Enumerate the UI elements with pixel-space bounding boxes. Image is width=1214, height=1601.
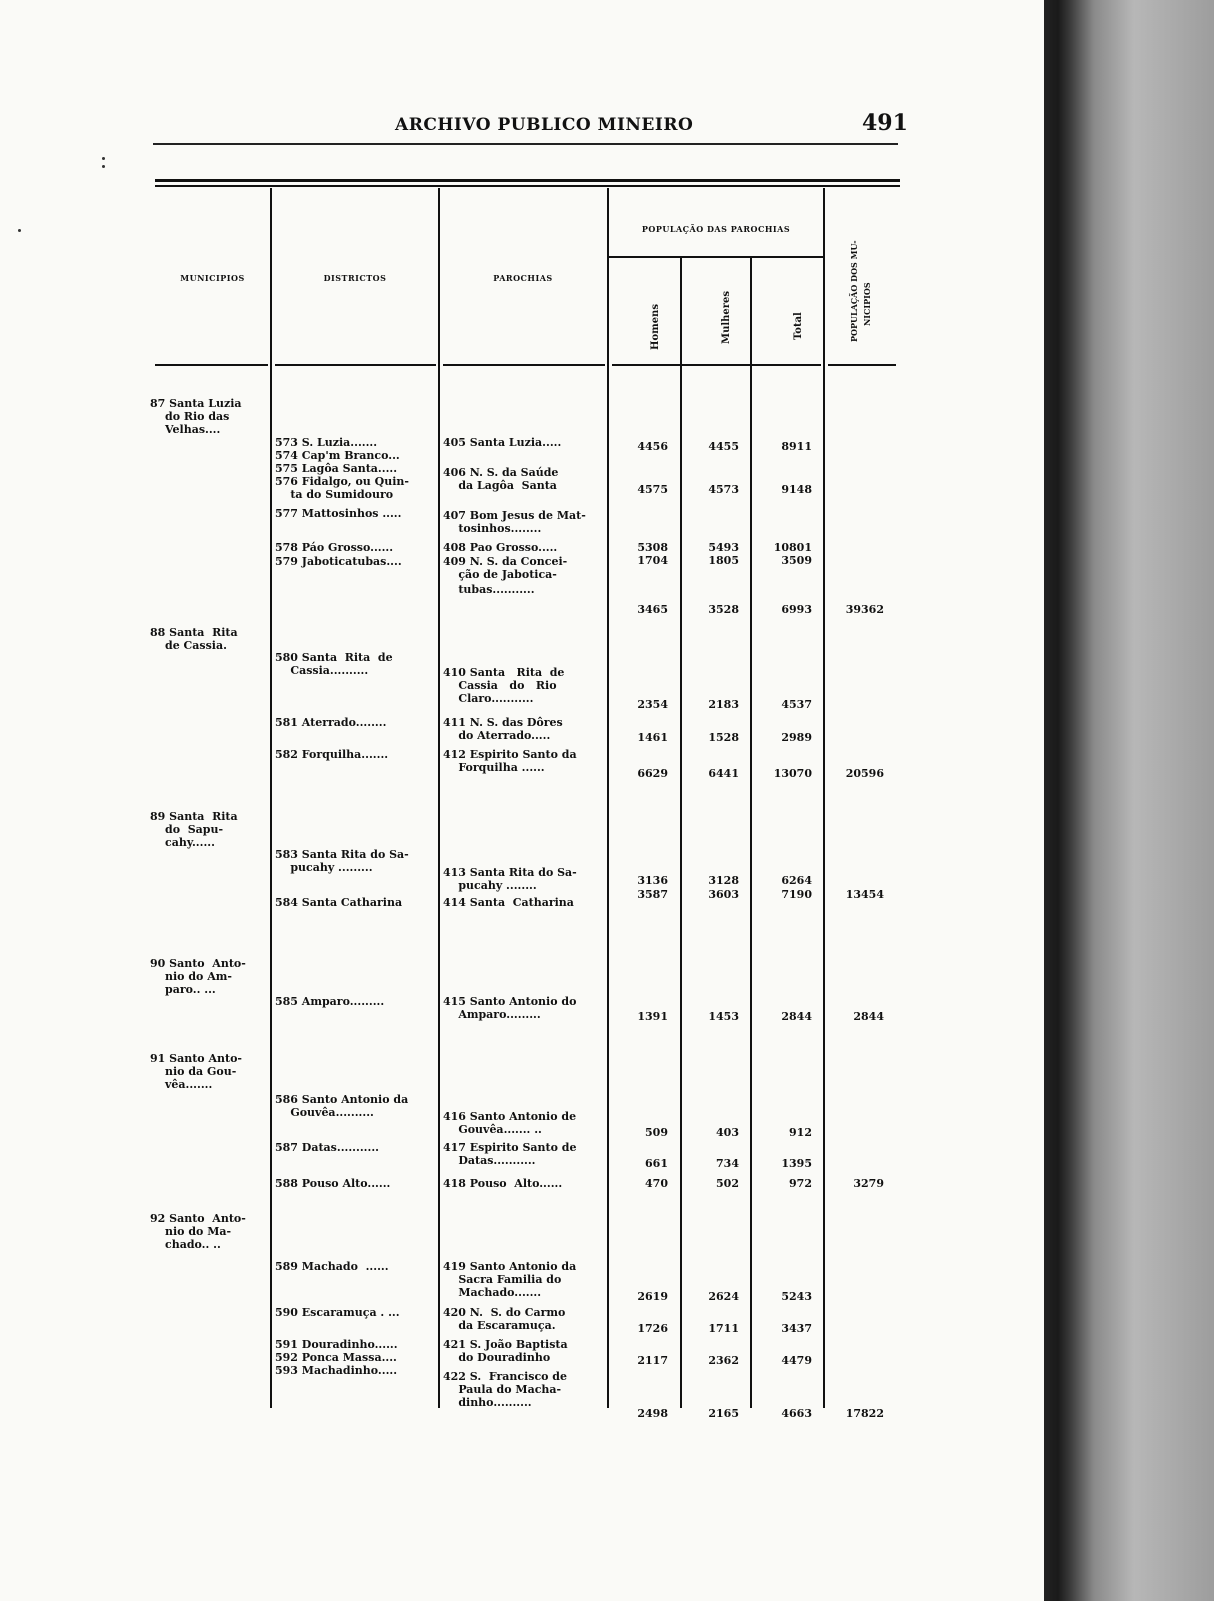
parochia: 414 Santa Catharina [443,896,574,909]
col-header-parochias: PAROCHIAS [493,273,553,283]
districto: 587 Datas........... [275,1141,379,1154]
population-total: 2989 [781,731,812,744]
parochia: 418 Pouso Alto...... [443,1177,563,1190]
districto: 585 Amparo......... [275,995,385,1008]
population-homens: 3136 [637,874,668,887]
col-divider [750,258,752,1408]
population-homens: 2354 [637,698,668,711]
districto: 577 Mattosinhos ..... [275,507,402,520]
population-total: 1395 [781,1157,812,1170]
table-top-rule [155,179,900,182]
population-mulheres: 2362 [708,1354,739,1367]
population-mulheres: 2624 [708,1290,739,1303]
population-homens: 1391 [637,1010,668,1023]
districto: 573 S. Luzia....... [275,436,378,449]
population-total: 8911 [781,440,812,453]
population-mulheres: 734 [716,1157,739,1170]
col-header-populacao-parochias: POPULAÇÃO DAS PAROCHIAS [641,224,791,234]
municipio-total: 39362 [845,603,884,616]
population-total: 5243 [781,1290,812,1303]
districto: 592 Ponca Massa.... [275,1351,397,1364]
municipio-total: 13454 [845,888,884,901]
districto: 589 Machado ...... [275,1260,389,1273]
header-bottom-rule [275,364,436,366]
population-total: 912 [789,1126,812,1139]
population-total: 4479 [781,1354,812,1367]
districto: 574 Cap'm Branco... [275,449,400,462]
population-homens: 3587 [637,888,668,901]
population-mulheres: 3128 [708,874,739,887]
population-total: 3509 [781,554,812,567]
population-mulheres: 3528 [708,603,739,616]
districto: 578 Páo Grosso...... [275,541,394,554]
population-total: 13070 [773,767,812,780]
col-header-homens: Homens [650,304,661,350]
municipio-total: 20596 [845,767,884,780]
population-homens: 509 [645,1126,668,1139]
col-header-mulheres: Mulheres [721,290,732,344]
districto: 591 Douradinho...... [275,1338,398,1351]
col-header-populacao-municipios-2: NICIPIOS [862,282,872,326]
municipio-total: 2844 [853,1010,884,1023]
page-edge [1044,0,1214,1601]
speck [102,165,105,168]
population-mulheres: 1805 [708,554,739,567]
col-header-districtos: DISTRICTOS [323,273,387,283]
districto: 582 Forquilha....... [275,748,389,761]
population-mulheres: 2165 [708,1407,739,1420]
population-total: 7190 [781,888,812,901]
population-homens: 3465 [637,603,668,616]
header-bottom-rule [155,364,268,366]
population-mulheres: 1453 [708,1010,739,1023]
districto: 593 Machadinho..... [275,1364,398,1377]
population-homens: 4456 [637,440,668,453]
population-mulheres: 3603 [708,888,739,901]
population-homens: 1704 [637,554,668,567]
header-separator [607,256,823,258]
population-total: 4663 [781,1407,812,1420]
population-total: 3437 [781,1322,812,1335]
col-divider [823,188,825,1408]
population-homens: 1726 [637,1322,668,1335]
population-mulheres: 2183 [708,698,739,711]
population-total: 972 [789,1177,812,1190]
municipio-total: 17822 [845,1407,884,1420]
population-mulheres: 4455 [708,440,739,453]
districto: 579 Jaboticatubas.... [275,555,402,568]
col-divider [680,258,682,1408]
col-divider [270,188,272,1408]
population-homens: 4575 [637,483,668,496]
table-top-rule-2 [155,185,900,187]
population-mulheres: 5493 [708,541,739,554]
population-total: 4537 [781,698,812,711]
population-mulheres: 6441 [708,767,739,780]
header-bottom-rule [612,364,821,366]
population-total: 2844 [781,1010,812,1023]
col-divider [438,188,440,1408]
districto: 590 Escaramuça . ... [275,1306,400,1319]
population-mulheres: 4573 [708,483,739,496]
population-mulheres: 1711 [708,1322,739,1335]
population-total: 10801 [773,541,812,554]
page-title: ARCHIVO PUBLICO MINEIRO [395,115,694,135]
population-homens: 2117 [637,1354,668,1367]
population-mulheres: 502 [716,1177,739,1190]
header-rule [153,143,898,145]
header-bottom-rule [828,364,896,366]
population-total: 6264 [781,874,812,887]
speck [102,157,105,160]
population-mulheres: 403 [716,1126,739,1139]
districto: 575 Lagôa Santa..... [275,462,398,475]
population-homens: 2498 [637,1407,668,1420]
speck [18,229,21,232]
districto: 588 Pouso Alto...... [275,1177,391,1190]
population-homens: 5308 [637,541,668,554]
population-homens: 1461 [637,731,668,744]
col-header-populacao-municipios: POPULAÇÃO DOS MU- [849,240,859,342]
districto: 581 Aterrado........ [275,716,387,729]
population-mulheres: 1528 [708,731,739,744]
parochia: 405 Santa Luzia..... [443,436,562,449]
header-bottom-rule [443,364,605,366]
col-divider [607,188,609,1408]
districto: 584 Santa Catharina [275,896,403,909]
parochia: 408 Pao Grosso..... [443,541,558,554]
municipio-total: 3279 [853,1177,884,1190]
population-total: 9148 [781,483,812,496]
population-homens: 2619 [637,1290,668,1303]
population-total: 6993 [781,603,812,616]
population-homens: 470 [645,1177,668,1190]
col-header-total: Total [793,312,804,340]
population-homens: 6629 [637,767,668,780]
col-header-municipios: MUNICIPIOS [180,273,245,283]
page-number: 491 [862,110,908,136]
population-homens: 661 [645,1157,668,1170]
